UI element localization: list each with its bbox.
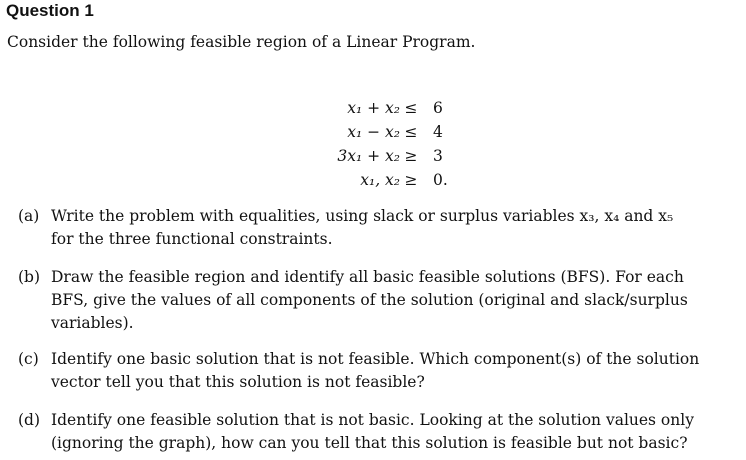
constraint-rhs: 0. (433, 171, 448, 189)
part-label: (b) (18, 268, 41, 286)
part-text: Identify one feasible solution that is not basic. Looking at the solution values only (ignoring the graph), how can you tell that this solution is feasible but not basic? (51, 411, 694, 452)
part-d (18, 409, 718, 455)
constraint-rhs: 4 (433, 123, 443, 141)
constraint-system (300, 96, 500, 192)
part-label: (a) (18, 207, 40, 225)
part-label: (d) (18, 411, 41, 429)
constraint-row (300, 168, 500, 192)
constraint-row (300, 144, 500, 168)
part-b (18, 266, 718, 335)
question-intro: Consider the following feasible region of a Linear Program. (7, 33, 476, 51)
constraint-operator: ≥ (404, 147, 418, 165)
constraint-operator: ≤ (404, 99, 418, 117)
constraint-lhs: 3x₁ + x₂ (337, 147, 400, 165)
constraint-operator: ≤ (404, 123, 418, 141)
part-label: (c) (18, 350, 39, 368)
constraint-row (300, 96, 500, 120)
constraint-rhs: 3 (433, 147, 443, 165)
question-title: Question 1 (6, 1, 94, 20)
constraint-operator: ≥ (404, 171, 418, 189)
part-c (18, 348, 718, 394)
constraint-lhs: x₁ + x₂ (347, 99, 400, 117)
part-text: Draw the feasible region and identify all basic feasible solutions (BFS). For each BFS, give the values of all components of the solution (original and slack/surplus variables). (51, 268, 688, 332)
constraint-rhs: 6 (433, 99, 443, 117)
part-text: Identify one basic solution that is not feasible. Which component(s) of the solution vector tell you that this solution is not feasible? (51, 350, 700, 391)
part-a (18, 205, 718, 251)
part-text: Write the problem with equalities, using slack or surplus variables x₃, x₄ and x₅ for the three functional constraints. (51, 207, 674, 248)
constraint-lhs: x₁ − x₂ (347, 123, 400, 141)
constraint-lhs: x₁, x₂ (360, 171, 400, 189)
constraint-row (300, 120, 500, 144)
